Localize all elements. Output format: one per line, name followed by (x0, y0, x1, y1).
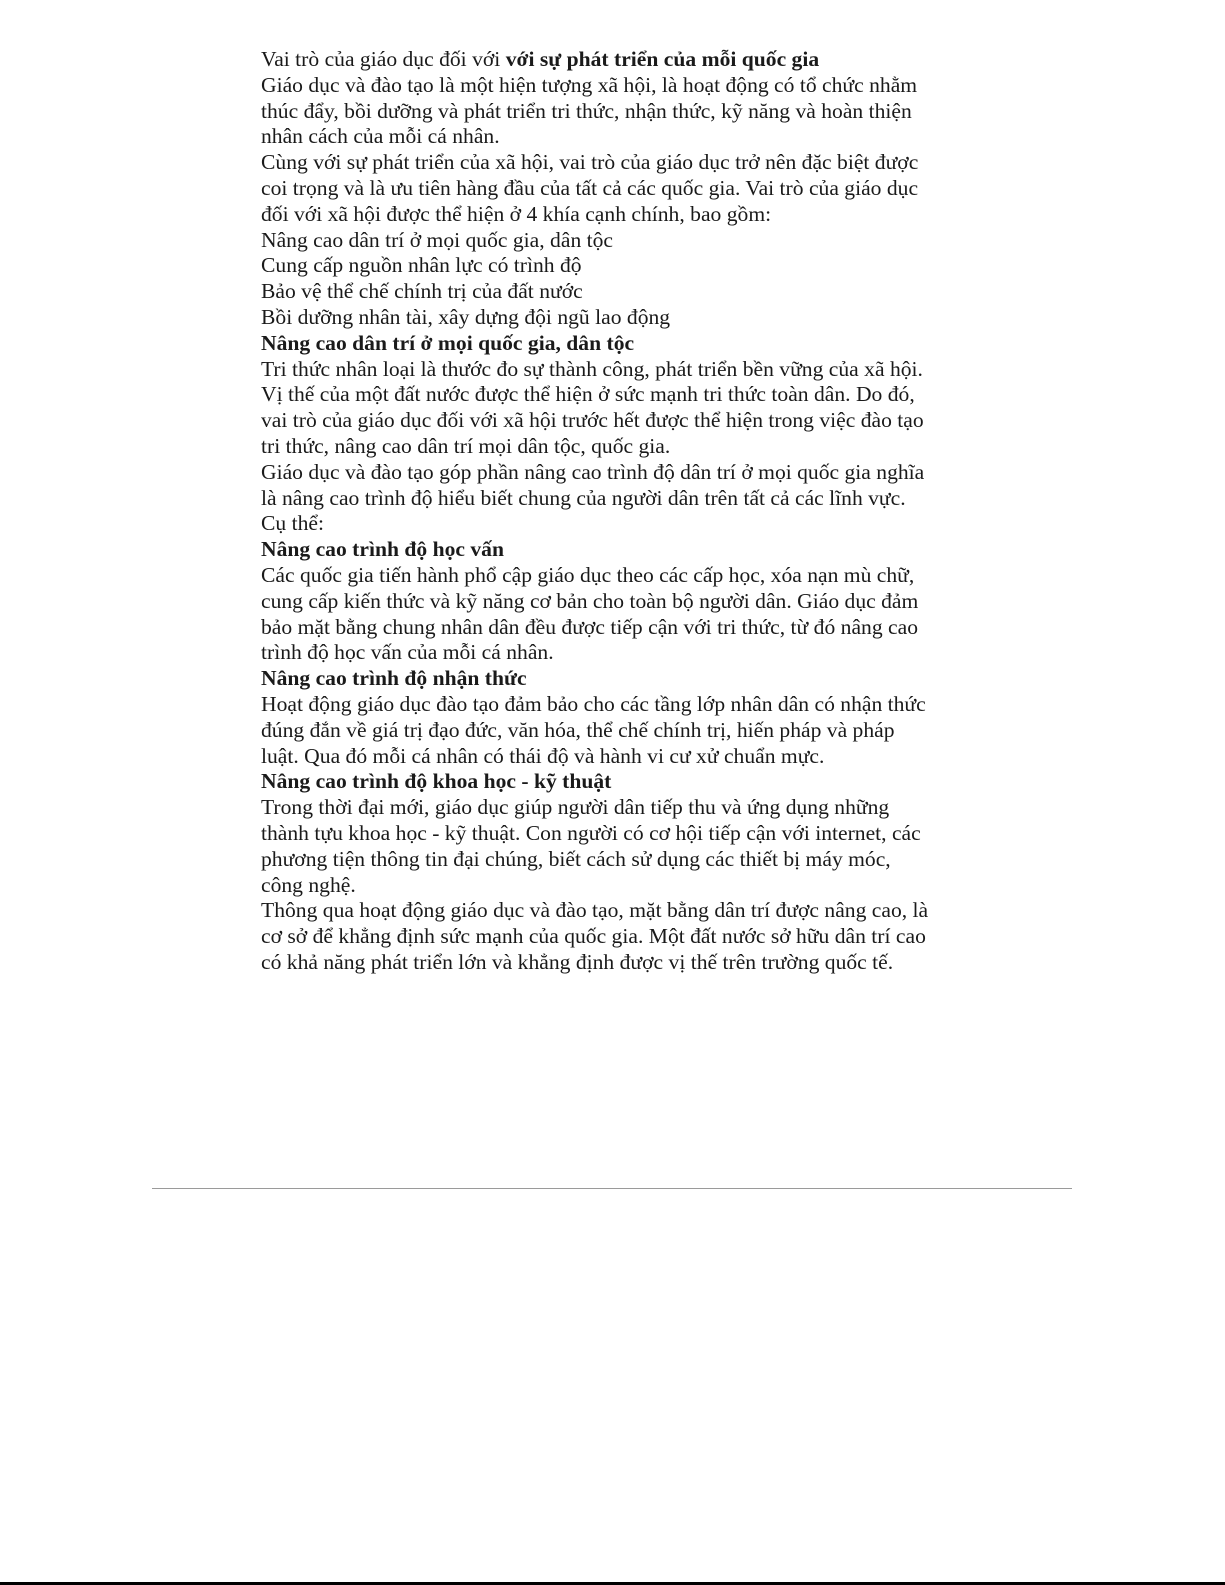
text-line: coi trọng và là ưu tiên hàng đầu của tất cả các quốc gia. Vai trò của giáo dục (261, 175, 919, 200)
text-line: có khả năng phát triển lớn và khẳng định được vị thế trên trường quốc tế. (261, 949, 894, 974)
document-title (261, 47, 991, 73)
text-line: nhân cách của mỗi cá nhân. (261, 124, 500, 149)
text-line: công nghệ. (261, 872, 356, 897)
section-heading: Nâng cao trình độ khoa học - kỹ thuật (261, 769, 612, 794)
document-lines (261, 73, 991, 976)
text-line: trình độ học vấn của mỗi cá nhân. (261, 640, 554, 665)
text-line: Giáo dục và đào tạo góp phần nâng cao trình độ dân trí ở mọi quốc gia nghĩa (261, 459, 925, 484)
text-line: luật. Qua đó mỗi cá nhân có thái độ và hành vi cư xử chuẩn mực. (261, 743, 825, 768)
document-title-normal: Vai trò của giáo dục đối với (261, 47, 506, 71)
text-line: Vị thế của một đất nước được thể hiện ở sức mạnh tri thức toàn dân. Do đó, (261, 382, 915, 407)
text-line: Thông qua hoạt động giáo dục và đào tạo, mặt bằng dân trí được nâng cao, là (261, 898, 929, 923)
text-line: là nâng cao trình độ hiểu biết chung của người dân trên tất cả các lĩnh vực. (261, 485, 906, 510)
section-heading: Nâng cao trình độ nhận thức (261, 666, 527, 691)
page-divider (152, 1188, 1072, 1189)
text-line: Trong thời đại mới, giáo dục giúp người dân tiếp thu và ứng dụng những (261, 795, 890, 820)
text-line: Tri thức nhân loại là thước đo sự thành công, phát triển bền vững của xã hội. (261, 356, 923, 381)
section-heading: Nâng cao trình độ học vấn (261, 537, 504, 562)
text-line: Giáo dục và đào tạo là một hiện tượng xã hội, là hoạt động có tổ chức nhằm (261, 72, 918, 97)
text-line: Bồi dưỡng nhân tài, xây dựng đội ngũ lao động (261, 304, 671, 329)
document-body (261, 47, 991, 976)
text-line: Cụ thể: (261, 511, 324, 536)
text-line: Nâng cao dân trí ở mọi quốc gia, dân tộc (261, 227, 614, 252)
text-line: tri thức, nâng cao dân trí mọi dân tộc, quốc gia. (261, 433, 671, 458)
text-line: Bảo vệ thể chế chính trị của đất nước (261, 279, 583, 304)
text-line: đối với xã hội được thể hiện ở 4 khía cạnh chính, bao gồm: (261, 201, 772, 226)
document-title-bold: với sự phát triển của mỗi quốc gia (505, 47, 820, 71)
text-line: thúc đẩy, bồi dưỡng và phát triển tri thức, nhận thức, kỹ năng và hoàn thiện (261, 98, 912, 123)
text-line: Cung cấp nguồn nhân lực có trình độ (261, 253, 582, 278)
text-line: bảo mặt bằng chung nhân dân đều được tiếp cận với tri thức, từ đó nâng cao (261, 614, 918, 639)
text-line: Cùng với sự phát triển của xã hội, vai trò của giáo dục trở nên đặc biệt được (261, 150, 919, 175)
text-line: Các quốc gia tiến hành phổ cập giáo dục theo các cấp học, xóa nạn mù chữ, (261, 562, 915, 587)
text-line: cung cấp kiến thức và kỹ năng cơ bản cho toàn bộ người dân. Giáo dục đảm (261, 588, 919, 613)
text-line: đúng đắn về giá trị đạo đức, văn hóa, thể chế chính trị, hiến pháp và pháp (261, 717, 895, 742)
text-line: Hoạt động giáo dục đào tạo đảm bảo cho các tầng lớp nhân dân có nhận thức (261, 691, 926, 716)
text-line: cơ sở để khẳng định sức mạnh của quốc gia. Một đất nước sở hữu dân trí cao (261, 924, 926, 949)
text-line: thành tựu khoa học - kỹ thuật. Con người có cơ hội tiếp cận với internet, các (261, 820, 921, 845)
section-heading: Nâng cao dân trí ở mọi quốc gia, dân tộc (261, 330, 635, 355)
text-line: vai trò của giáo dục đối với xã hội trước hết được thể hiện trong việc đào tạo (261, 408, 924, 433)
text-line: phương tiện thông tin đại chúng, biết cách sử dụng các thiết bị máy móc, (261, 846, 891, 871)
